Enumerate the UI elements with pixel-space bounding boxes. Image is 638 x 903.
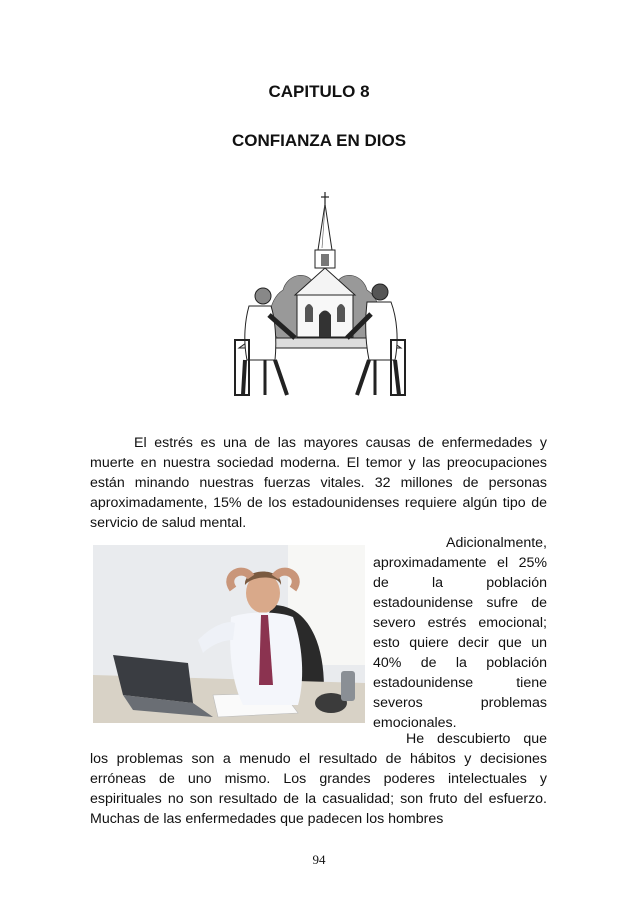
- relaxed-man-photo: [93, 545, 365, 723]
- paragraph-emotional-stress: aproximadamente el 25% de la población estadounidense sufre de severo estrés emocional; esto quiere decir que un 40% de la población estadounidense tiene severos problemas emocionales.: [373, 555, 547, 731]
- page-number: 94: [312, 852, 326, 867]
- paragraph-lead: Adicionalmente,: [446, 535, 547, 551]
- chapter-title: CONFIANZA EN DIOS: [231, 131, 407, 150]
- church-prayer-illustration: [225, 190, 415, 400]
- chapter-heading: CAPITULO 8: [268, 82, 370, 101]
- sidebar-paragraph: [373, 533, 547, 733]
- paragraph-stress: El estrés es una de las mayores causas de enfermedades y muerte en nuestra sociedad moderna. El temor y las preocupaciones están minando nuestras fuerzas vitales. 32 millones de personas aproximadamente, 15% de los estadounidenses requiere algún tipo de servicio de salud mental.: [90, 435, 547, 531]
- paragraph-habits: He descubierto que los problemas son a menudo el resultado de hábitos y decisiones erróneas de uno mismo. Los grandes poderes intelectuales y espirituales no son resultado de la casualidad; son fruto del esfuerzo. Muchas de las enfermedades que padecen los hombres: [90, 731, 547, 827]
